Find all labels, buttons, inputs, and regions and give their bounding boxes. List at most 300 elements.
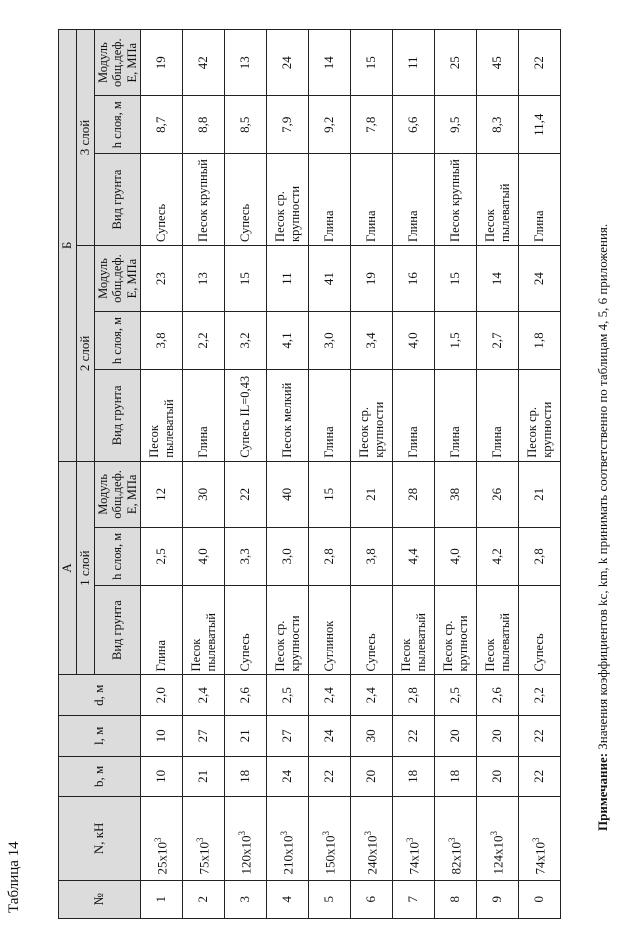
table-cell-e3 xyxy=(519,30,561,96)
header-e-1: Модуль общ.деф. Е, МПа xyxy=(94,461,140,527)
table-cell-soil2 xyxy=(477,369,519,461)
table-row xyxy=(477,30,519,919)
table-cell-no xyxy=(225,880,267,918)
table-cell-h2 xyxy=(351,312,393,370)
exponent: 3 xyxy=(530,837,541,843)
table-cell-b xyxy=(393,756,435,797)
table-cell-e2-value: 41 xyxy=(321,272,337,286)
table-cell-h2 xyxy=(183,312,225,370)
table-cell-l xyxy=(351,716,393,757)
table-cell-h2 xyxy=(477,312,519,370)
table-cell-b-value: 22 xyxy=(531,769,547,783)
table-cell-e1 xyxy=(225,461,267,527)
table-cell-h2 xyxy=(309,312,351,370)
table-cell-d xyxy=(141,675,183,716)
table-cell-h2 xyxy=(393,312,435,370)
table-cell-no xyxy=(183,880,225,918)
table-cell-e1 xyxy=(309,461,351,527)
header-n: N, кН xyxy=(59,797,141,880)
table-cell-no xyxy=(351,880,393,918)
header-e-3: Модуль общ.деф. Е, МПа xyxy=(94,30,140,96)
table-cell-l xyxy=(393,716,435,757)
table-row xyxy=(141,30,183,919)
table-cell-n-value: 150x10 xyxy=(322,835,338,875)
table-cell-h1 xyxy=(309,528,351,586)
table-cell-soil1-value: Супесь xyxy=(532,633,547,672)
table-cell-e3-value: 24 xyxy=(279,56,295,70)
table-cell-e2-value: 16 xyxy=(405,272,421,286)
table-cell-soil3-value: Глина xyxy=(406,210,421,242)
header-h-2: h слоя, м xyxy=(94,312,140,370)
table-cell-e2 xyxy=(393,245,435,311)
table-cell-h1-value: 3,0 xyxy=(279,548,295,565)
table-cell-soil3-value: Глина xyxy=(322,210,337,242)
table-cell-e1-value: 38 xyxy=(447,487,463,501)
table-cell-e3 xyxy=(351,30,393,96)
table-cell-soil3-value: Песок ср. крупности xyxy=(273,185,302,242)
table-cell-l-value: 10 xyxy=(153,729,169,743)
exponent: 3 xyxy=(362,831,373,836)
table-cell-d xyxy=(225,675,267,716)
table-cell-h2-value: 3,2 xyxy=(237,332,253,349)
table-cell-e1-value: 40 xyxy=(279,487,295,501)
table-cell-no-value: 9 xyxy=(489,896,505,903)
table-cell-soil3 xyxy=(225,154,267,246)
table-cell-h1 xyxy=(435,528,477,586)
table-note xyxy=(595,224,611,831)
header-soil-2: Вид грунта xyxy=(94,369,140,461)
table-cell-e3-value: 45 xyxy=(489,56,505,70)
table-cell-soil1 xyxy=(393,585,435,675)
table-row xyxy=(225,30,267,919)
table-cell-e2 xyxy=(309,245,351,311)
table-cell-soil3-value: Супесь xyxy=(238,203,253,242)
table-cell-h3 xyxy=(393,96,435,154)
table-cell-no xyxy=(141,880,183,918)
table-cell-d-value: 2,4 xyxy=(321,687,337,704)
table-cell-soil2 xyxy=(309,369,351,461)
table-cell-h1-value: 4,0 xyxy=(447,548,463,565)
table-cell-soil1-value: Песок пылеватый xyxy=(483,613,512,672)
table-cell-e1-value: 26 xyxy=(489,487,505,501)
table-cell-soil1-value: Песок пылеватый xyxy=(399,613,428,672)
table-cell-e2-value: 23 xyxy=(153,272,169,286)
header-soil-3: Вид грунта xyxy=(94,154,140,246)
table-cell-no xyxy=(309,880,351,918)
table-cell-l-value: 20 xyxy=(489,729,505,743)
table-cell-d-value: 2,4 xyxy=(363,687,379,704)
table-row xyxy=(393,30,435,919)
table-cell-h3-value: 7,8 xyxy=(363,116,379,133)
table-cell-h3-value: 8,8 xyxy=(195,116,211,133)
table-cell-d xyxy=(351,675,393,716)
table-cell-l-value: 27 xyxy=(195,729,211,743)
table-cell-h3 xyxy=(477,96,519,154)
table-cell-h1 xyxy=(183,528,225,586)
table-cell-b xyxy=(225,756,267,797)
table-row xyxy=(519,30,561,919)
table-cell-h3 xyxy=(309,96,351,154)
table-cell-e2 xyxy=(267,245,309,311)
table-cell-h2-value: 3,4 xyxy=(363,332,379,349)
table-cell-no-value: 6 xyxy=(363,896,379,903)
table-cell-e1-value: 21 xyxy=(363,487,379,501)
table-cell-soil2 xyxy=(225,369,267,461)
table-cell-h1-value: 3,8 xyxy=(363,548,379,565)
table-cell-e3-value: 25 xyxy=(447,56,463,70)
table-cell-h1-value: 2,8 xyxy=(531,548,547,565)
table-cell-no-value: 2 xyxy=(195,896,211,903)
table-cell-soil1-value: Супесь xyxy=(364,633,379,672)
table-cell-n xyxy=(519,797,561,880)
table-cell-soil1 xyxy=(225,585,267,675)
table-cell-d-value: 2,5 xyxy=(279,687,295,704)
table-cell-soil3 xyxy=(141,154,183,246)
table-cell-h3-value: 8,7 xyxy=(153,116,169,133)
table-cell-h2 xyxy=(435,312,477,370)
table-cell-e2 xyxy=(351,245,393,311)
table-cell-n-value: 210x10 xyxy=(280,835,296,875)
header-l: l, м xyxy=(59,716,141,757)
header-group-b: Б xyxy=(59,30,77,462)
table-row xyxy=(309,30,351,919)
table-cell-soil3 xyxy=(351,154,393,246)
table-cell-soil1-value: Глина xyxy=(154,639,169,672)
table-cell-h3-value: 9,5 xyxy=(447,116,463,133)
exponent: 3 xyxy=(152,837,163,843)
table-cell-soil2 xyxy=(183,369,225,461)
table-cell-e3-value: 15 xyxy=(363,56,379,70)
table-caption: Таблица 14 xyxy=(6,841,22,913)
header-b: b, м xyxy=(59,756,141,797)
table-cell-b-value: 20 xyxy=(363,769,379,783)
exponent: 3 xyxy=(488,831,499,836)
table-cell-e3-value: 14 xyxy=(321,56,337,70)
table-cell-b-value: 10 xyxy=(153,769,169,783)
table-cell-d-value: 2,5 xyxy=(447,687,463,704)
table-cell-b xyxy=(519,756,561,797)
table-cell-h2-value: 2,7 xyxy=(489,332,505,349)
table-cell-soil1-value: Супесь xyxy=(238,633,253,672)
table-cell-l xyxy=(519,716,561,757)
table-cell-h1-value: 2,8 xyxy=(321,548,337,565)
table-cell-e1 xyxy=(435,461,477,527)
header-e-2: Модуль общ.деф. Е, МПа xyxy=(94,245,140,311)
table-cell-b xyxy=(141,756,183,797)
table-cell-h1 xyxy=(519,528,561,586)
table-cell-h3 xyxy=(183,96,225,154)
table-cell-soil2-value: Глина xyxy=(448,426,463,458)
table-cell-soil2 xyxy=(435,369,477,461)
table-cell-h3 xyxy=(141,96,183,154)
note-text: Значения коэффициентов kc, km, k принимать соответственно по таблицам 4, 5, 6 приложения. xyxy=(595,223,610,750)
table-cell-h3 xyxy=(267,96,309,154)
table-cell-h3-value: 6,6 xyxy=(405,116,421,133)
table-cell-h1-value: 2,5 xyxy=(153,548,169,565)
table-cell-n-value: 240x10 xyxy=(364,835,380,875)
table-row xyxy=(351,30,393,919)
table-cell-h2-value: 4,0 xyxy=(405,332,421,349)
table-cell-h1 xyxy=(393,528,435,586)
header-layer3: 3 слой xyxy=(76,30,94,246)
table-cell-soil1 xyxy=(141,585,183,675)
table-cell-soil3 xyxy=(393,154,435,246)
table-cell-l-value: 21 xyxy=(237,729,253,743)
table-cell-b-value: 20 xyxy=(489,769,505,783)
note-label: Примечание: xyxy=(595,752,610,831)
table-cell-d-value: 2,4 xyxy=(195,687,211,704)
table-cell-soil1 xyxy=(351,585,393,675)
table-cell-soil2 xyxy=(519,369,561,461)
table-cell-d-value: 2,6 xyxy=(489,687,505,704)
table-cell-soil2-value: Песок ср. крупности xyxy=(357,401,386,458)
table-cell-h3 xyxy=(351,96,393,154)
table-cell-d xyxy=(393,675,435,716)
table-cell-e2-value: 24 xyxy=(531,272,547,286)
table-cell-soil3 xyxy=(267,154,309,246)
table-cell-e3 xyxy=(183,30,225,96)
table-cell-no-value: 0 xyxy=(531,896,547,903)
header-h-3: h слоя, м xyxy=(94,96,140,154)
table-cell-soil3-value: Глина xyxy=(532,210,547,242)
table-cell-b xyxy=(351,756,393,797)
table-cell-soil2-value: Песок пылеватый xyxy=(147,399,176,458)
table-cell-e1 xyxy=(351,461,393,527)
table-cell-e1-value: 15 xyxy=(321,487,337,501)
table-cell-soil3 xyxy=(477,154,519,246)
table-cell-d xyxy=(267,675,309,716)
table-cell-n xyxy=(183,797,225,880)
table-cell-d xyxy=(519,675,561,716)
table-cell-n-value: 74x10 xyxy=(532,842,548,875)
table-cell-d xyxy=(183,675,225,716)
table-cell-l-value: 22 xyxy=(531,729,547,743)
table-cell-n xyxy=(393,797,435,880)
table-cell-e3-value: 13 xyxy=(237,56,253,70)
table-cell-e3 xyxy=(309,30,351,96)
table-cell-e1 xyxy=(519,461,561,527)
table-body xyxy=(141,30,561,919)
table-cell-h1-value: 4,2 xyxy=(489,548,505,565)
table-cell-soil1 xyxy=(435,585,477,675)
table-cell-n-value: 124x10 xyxy=(490,835,506,875)
table-cell-e3 xyxy=(435,30,477,96)
table-cell-soil2 xyxy=(267,369,309,461)
exponent: 3 xyxy=(278,831,289,836)
table-cell-e3 xyxy=(267,30,309,96)
table-cell-soil3-value: Песок крупный xyxy=(448,159,463,242)
table-cell-h2-value: 3,8 xyxy=(153,332,169,349)
table-cell-l-value: 24 xyxy=(321,729,337,743)
table-cell-b xyxy=(477,756,519,797)
table-cell-n-value: 75x10 xyxy=(196,842,212,875)
table-cell-no-value: 3 xyxy=(237,896,253,903)
table-cell-e2 xyxy=(225,245,267,311)
header-layer1: 1 слой xyxy=(76,461,94,675)
table-cell-l xyxy=(183,716,225,757)
exponent: 3 xyxy=(320,831,331,836)
table-cell-l-value: 22 xyxy=(405,729,421,743)
table-cell-h3 xyxy=(519,96,561,154)
table-cell-h2 xyxy=(141,312,183,370)
table-cell-n xyxy=(351,797,393,880)
table-cell-e2-value: 14 xyxy=(489,272,505,286)
table-cell-b xyxy=(309,756,351,797)
exponent: 3 xyxy=(194,837,205,843)
table-cell-soil2 xyxy=(351,369,393,461)
table-cell-b xyxy=(267,756,309,797)
table-cell-no-value: 1 xyxy=(153,896,169,903)
table-cell-e1 xyxy=(393,461,435,527)
table-cell-e3 xyxy=(141,30,183,96)
table-cell-no xyxy=(267,880,309,918)
table-cell-soil2 xyxy=(393,369,435,461)
table-row xyxy=(267,30,309,919)
table-cell-b-value: 21 xyxy=(195,769,211,783)
table-cell-e2 xyxy=(183,245,225,311)
table-cell-b-value: 24 xyxy=(279,769,295,783)
table-cell-n xyxy=(141,797,183,880)
table-cell-e2-value: 15 xyxy=(447,272,463,286)
table-cell-n xyxy=(309,797,351,880)
table-cell-e1-value: 30 xyxy=(195,487,211,501)
exponent: 3 xyxy=(404,837,415,843)
table-cell-h1 xyxy=(477,528,519,586)
table-cell-soil1 xyxy=(267,585,309,675)
table-cell-no-value: 7 xyxy=(405,896,421,903)
header-d: d, м xyxy=(59,675,141,716)
table-cell-h2 xyxy=(267,312,309,370)
table-cell-l xyxy=(141,716,183,757)
table-cell-e2 xyxy=(141,245,183,311)
table-cell-e2-value: 13 xyxy=(195,272,211,286)
table-cell-soil1-value: Песок пылеватый xyxy=(189,613,218,672)
table-cell-soil1 xyxy=(519,585,561,675)
table-cell-e2 xyxy=(435,245,477,311)
table-cell-h3-value: 7,9 xyxy=(279,116,295,133)
table-cell-l xyxy=(477,716,519,757)
table-cell-soil2-value: Глина xyxy=(196,426,211,458)
table-cell-b-value: 18 xyxy=(237,769,253,783)
table-cell-d xyxy=(477,675,519,716)
table-cell-d-value: 2,6 xyxy=(237,687,253,704)
table-cell-e3-value: 42 xyxy=(195,56,211,70)
table-cell-d-value: 2,8 xyxy=(405,687,421,704)
table-cell-n-value: 120x10 xyxy=(238,835,254,875)
table-cell-soil2-value: Песок ср. крупности xyxy=(525,401,554,458)
table-cell-e1-value: 22 xyxy=(237,487,253,501)
table-cell-e1 xyxy=(477,461,519,527)
header-no: № xyxy=(59,880,141,918)
table-cell-d-value: 2,0 xyxy=(153,687,169,704)
table-cell-soil3 xyxy=(519,154,561,246)
table-cell-no-value: 8 xyxy=(447,896,463,903)
table-cell-h2-value: 1,5 xyxy=(447,332,463,349)
table-cell-e1 xyxy=(141,461,183,527)
table-cell-b xyxy=(183,756,225,797)
table-cell-h3-value: 9,2 xyxy=(321,116,337,133)
table-cell-n-value: 25x10 xyxy=(154,842,170,875)
table-cell-n xyxy=(477,797,519,880)
table-cell-soil1-value: Песок ср. крупности xyxy=(273,615,302,672)
table-cell-soil3-value: Глина xyxy=(364,210,379,242)
table-cell-n xyxy=(225,797,267,880)
table-cell-e2 xyxy=(477,245,519,311)
data-table xyxy=(58,29,561,919)
table-cell-no xyxy=(435,880,477,918)
table-cell-h3-value: 8,3 xyxy=(489,116,505,133)
table-cell-h1 xyxy=(267,528,309,586)
header-h-1: h слоя, м xyxy=(94,528,140,586)
table-cell-e3-value: 19 xyxy=(153,56,169,70)
table-cell-h1 xyxy=(141,528,183,586)
table-cell-e1 xyxy=(183,461,225,527)
table-cell-e1-value: 12 xyxy=(153,487,169,501)
table-cell-b-value: 18 xyxy=(405,769,421,783)
table-cell-e2-value: 19 xyxy=(363,272,379,286)
table-cell-no-value: 5 xyxy=(321,896,337,903)
table-cell-l xyxy=(309,716,351,757)
table-cell-soil1-value: Суглинок xyxy=(322,620,337,672)
table-cell-e1-value: 21 xyxy=(531,487,547,501)
table-cell-h2-value: 4,1 xyxy=(279,332,295,349)
table-cell-soil3 xyxy=(435,154,477,246)
table-cell-l xyxy=(435,716,477,757)
table-cell-d xyxy=(435,675,477,716)
table-cell-soil2-value: Песок мелкий xyxy=(280,382,295,458)
table-cell-e3 xyxy=(225,30,267,96)
table-cell-h2-value: 2,2 xyxy=(195,332,211,349)
table-cell-h1-value: 3,3 xyxy=(237,548,253,565)
table-cell-l-value: 27 xyxy=(279,729,295,743)
table-cell-h3 xyxy=(225,96,267,154)
header-group-a: А xyxy=(59,461,77,675)
table-cell-h3-value: 11,4 xyxy=(531,113,547,136)
table-cell-e3 xyxy=(393,30,435,96)
table-cell-b-value: 18 xyxy=(447,769,463,783)
table-cell-h3-value: 8,5 xyxy=(237,116,253,133)
table-cell-e3 xyxy=(477,30,519,96)
header-soil-1: Вид грунта xyxy=(94,585,140,675)
table-cell-h1-value: 4,0 xyxy=(195,548,211,565)
table-cell-h1 xyxy=(225,528,267,586)
table-cell-l xyxy=(267,716,309,757)
table-row xyxy=(183,30,225,919)
table-cell-e2-value: 15 xyxy=(237,272,253,286)
table-cell-soil1 xyxy=(309,585,351,675)
table-cell-h2-value: 3,0 xyxy=(321,332,337,349)
table-cell-d xyxy=(309,675,351,716)
table-cell-no-value: 4 xyxy=(279,896,295,903)
table-cell-no xyxy=(393,880,435,918)
table-cell-n-value: 74x10 xyxy=(406,842,422,875)
table-cell-soil2-value: Глина xyxy=(406,426,421,458)
table-cell-h3 xyxy=(435,96,477,154)
table-cell-h1-value: 4,4 xyxy=(405,548,421,565)
table-cell-soil3 xyxy=(309,154,351,246)
table-cell-l xyxy=(225,716,267,757)
table-cell-e1-value: 28 xyxy=(405,487,421,501)
table-cell-h2-value: 1,8 xyxy=(531,332,547,349)
table-cell-no xyxy=(519,880,561,918)
table-cell-e3-value: 22 xyxy=(531,56,547,70)
table-cell-soil3 xyxy=(183,154,225,246)
table-cell-no xyxy=(477,880,519,918)
table-cell-soil2 xyxy=(141,369,183,461)
table-row xyxy=(435,30,477,919)
table-cell-d-value: 2,2 xyxy=(531,687,547,704)
table-cell-h2 xyxy=(519,312,561,370)
